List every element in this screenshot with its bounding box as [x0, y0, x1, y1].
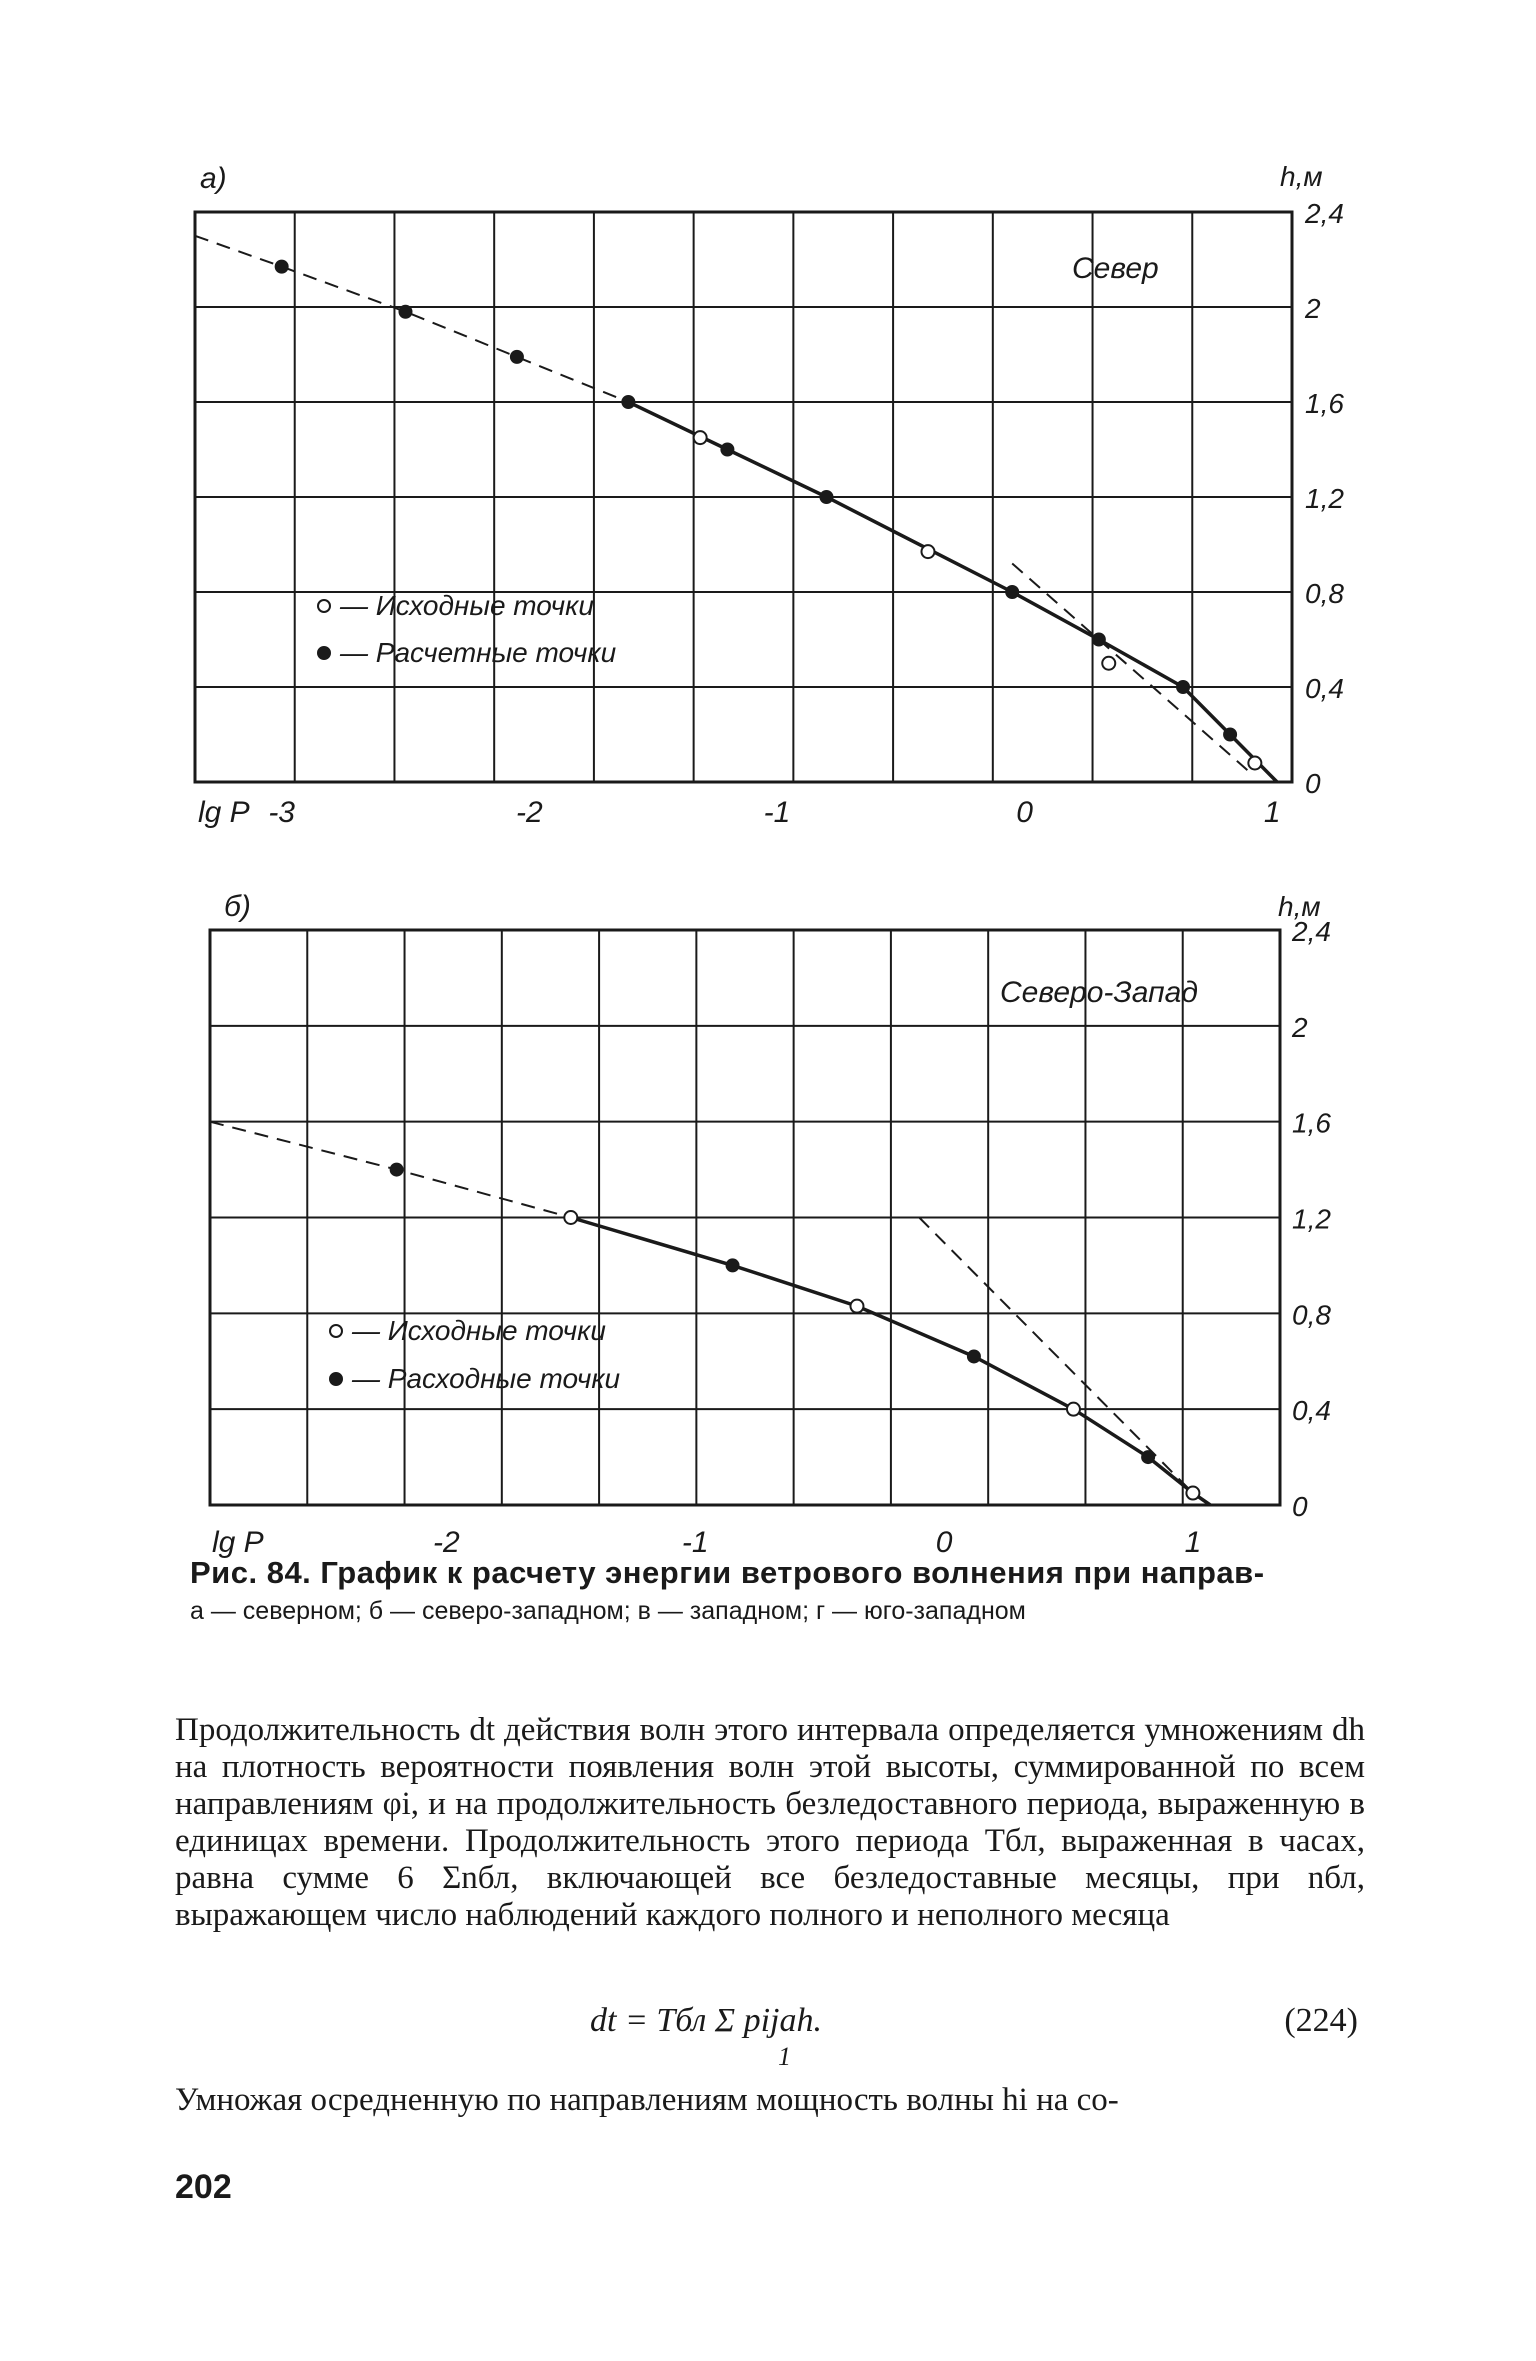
x-tick-label: 1: [1184, 1526, 1202, 1559]
panel-label: б): [224, 890, 251, 923]
y-tick-label: 0: [1305, 768, 1321, 799]
formula-224: [590, 2002, 822, 2071]
y-tick-label: 0: [1292, 1491, 1308, 1522]
data-point-filled: [1142, 1451, 1154, 1463]
last-line: Умножая осредненную по направлениям мощность волны hi на со-: [175, 2082, 1119, 2118]
legend-entry: — Исходные точки: [340, 590, 594, 621]
data-point-filled: [622, 396, 634, 408]
x-axis-label: lg P: [212, 1526, 264, 1559]
formula-text: dt = Tбл Σ pijah.: [590, 2002, 822, 2039]
x-axis-label: lg P: [198, 796, 250, 829]
data-point-open: [564, 1211, 577, 1224]
caption-legend: а — северном; б — северо-западном; в — западном; г — юго-западном: [190, 1597, 1026, 1625]
legend-marker-open: [330, 1325, 342, 1337]
y-tick-label: 0,4: [1292, 1395, 1331, 1427]
data-point-filled: [1177, 681, 1189, 693]
x-tick-label: -1: [763, 796, 791, 829]
legend-entry: — Расчетные точки: [340, 637, 617, 668]
y-tick-label: 2: [1292, 1011, 1308, 1043]
data-point-filled: [721, 444, 733, 456]
x-tick-label: -3: [268, 796, 296, 829]
y-axis-label: h,м: [1280, 161, 1323, 192]
legend-marker-filled: [318, 647, 330, 659]
y-tick-label: 0,8: [1292, 1299, 1331, 1331]
page-number: 202: [175, 2168, 232, 2206]
panel-label: а): [200, 162, 227, 195]
body-paragraph: [175, 1712, 1365, 1934]
chart-title: Север: [1072, 252, 1159, 285]
x-tick-label: 0: [935, 1526, 953, 1559]
y-tick-label: 1,2: [1305, 483, 1344, 514]
chart-northwest: [0, 880, 1536, 1559]
data-point-filled: [1006, 586, 1018, 598]
paragraph-text: Продолжительность dt действия волн этого интервала определяется умножениям dh на плотность вероятности появления волн этой высоты, суммированной по всем направлениям φi, и на продолжительность безледоставного периода, выраженную в единицах времени. Продолжительность этого периода Tбл, выраженная в часах, равна сумме 6 Σnбл, включающей все безледоставные месяцы, при nбл, выражающем число наблюдений каждого полного и неполного месяца: [175, 1712, 1365, 1933]
data-point-filled: [391, 1164, 403, 1176]
x-tick-label: 1: [1263, 796, 1281, 829]
data-point-filled: [276, 261, 288, 273]
y-tick-label: 0,4: [1305, 673, 1344, 704]
caption-title: Рис. 84. График к расчету энергии ветрового волнения при направ-: [190, 1555, 1265, 1590]
data-point-open: [1102, 657, 1115, 670]
chart-title: Северо-Запад: [1000, 976, 1198, 1009]
x-tick-label: 0: [1016, 796, 1033, 829]
dashed-line: [1012, 564, 1247, 771]
data-point-filled: [968, 1350, 980, 1362]
y-tick-label: 2,4: [1292, 916, 1331, 947]
legend-entry: — Исходные точки: [352, 1315, 606, 1346]
data-point-filled: [727, 1259, 739, 1271]
x-tick-label: -2: [515, 796, 543, 829]
data-point-open: [1186, 1487, 1199, 1500]
dashed-line: [195, 236, 628, 402]
legend-entry: — Расходные точки: [352, 1363, 621, 1394]
formula-number: (224): [1284, 2002, 1358, 2039]
legend-marker-open: [318, 600, 330, 612]
data-point-filled: [511, 351, 523, 363]
data-point-filled: [1224, 729, 1236, 741]
data-point-open: [850, 1300, 863, 1313]
y-tick-label: 0,8: [1305, 578, 1344, 609]
y-tick-label: 1,2: [1292, 1203, 1331, 1235]
y-tick-label: 2,4: [1305, 198, 1344, 229]
data-point-open: [1067, 1403, 1080, 1416]
figure-caption: [190, 1555, 1370, 1626]
formula-limit: 1: [778, 2042, 791, 2071]
x-tick-label: -2: [433, 1526, 460, 1559]
chart-north: [0, 150, 1536, 850]
data-point-open: [1248, 757, 1261, 770]
data-point-filled: [1093, 634, 1105, 646]
data-point-filled: [820, 491, 832, 503]
legend-marker-filled: [330, 1373, 342, 1385]
y-axis-label: h,м: [1278, 891, 1321, 922]
y-tick-label: 1,6: [1292, 1107, 1331, 1139]
y-tick-label: 2: [1305, 293, 1321, 324]
x-tick-label: -1: [681, 1526, 709, 1559]
data-point-open: [921, 545, 934, 558]
y-tick-label: 1,6: [1305, 388, 1344, 419]
data-point-filled: [399, 306, 411, 318]
data-point-open: [694, 431, 707, 444]
